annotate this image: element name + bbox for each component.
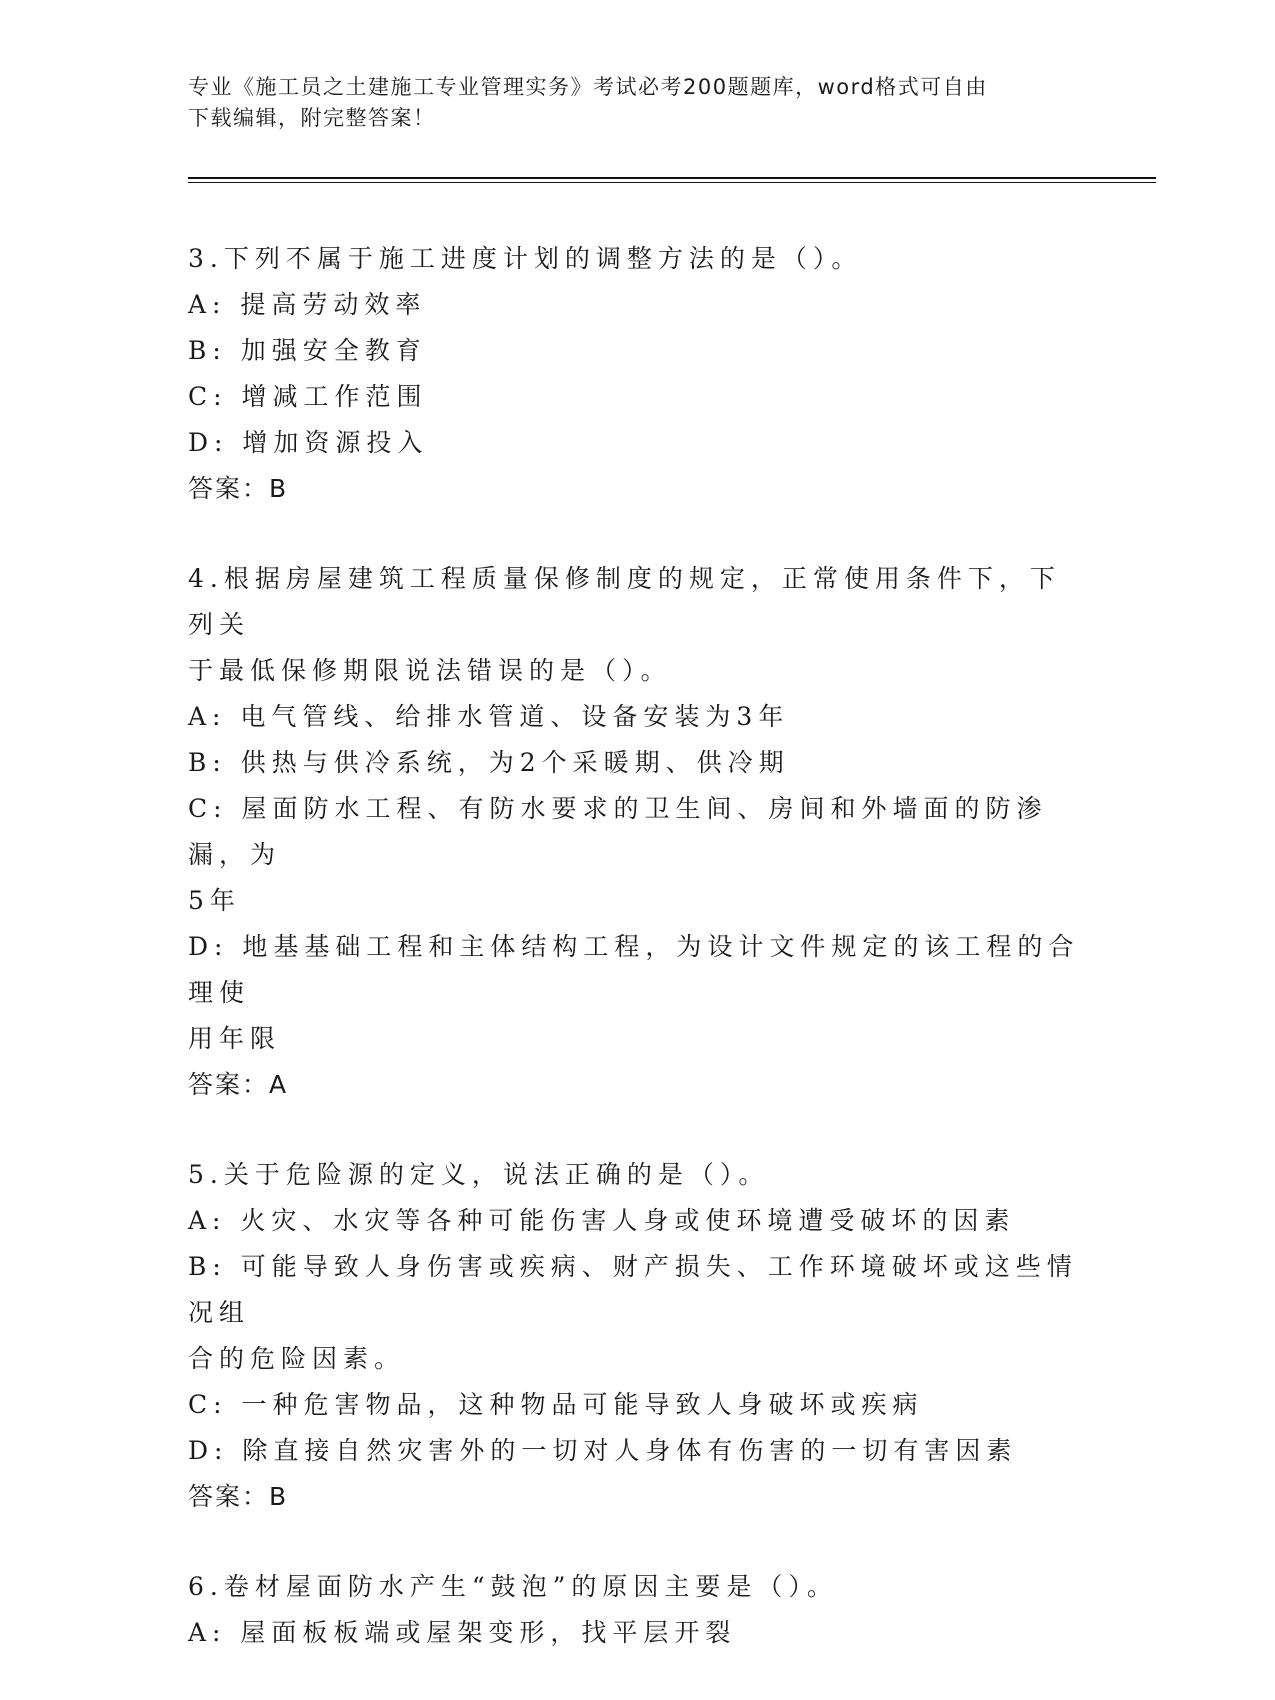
option-line: C: 一种危害物品，这种物品可能导致人身破坏或疾病	[188, 1390, 924, 1419]
question-block	[188, 236, 1088, 512]
option-line: C: 增减工作范围	[188, 382, 428, 411]
question-stem: 5.关于危险源的定义，说法正确的是（）。	[188, 1160, 770, 1189]
option-line: 合的危险因素。	[188, 1344, 406, 1373]
option-line: 用年限	[188, 1024, 282, 1053]
option-line: D: 除直接自然灾害外的一切对人身体有伤害的一切有害因素	[188, 1436, 1018, 1465]
question-stem: 6.卷材屋面防水产生“鼓泡”的原因主要是（）。	[188, 1572, 838, 1601]
question-stem: 4.根据房屋建筑工程质量保修制度的规定，正常使用条件下，下列关	[188, 564, 1061, 639]
option-line: A: 屋面板板端或屋架变形，找平层开裂	[188, 1618, 737, 1647]
option-line: B: 可能导致人身伤害或疾病、财产损失、工作环境破坏或这些情况组	[188, 1252, 1078, 1327]
answer-line: 答案：A	[188, 1070, 289, 1099]
option-line: 5年	[188, 886, 241, 915]
header-divider-thick	[188, 177, 1156, 179]
answer-line: 答案：B	[188, 1482, 289, 1511]
question-block	[188, 1152, 1088, 1520]
question-stem: 3.下列不属于施工进度计划的调整方法的是（）。	[188, 244, 863, 273]
option-line: D: 增加资源投入	[188, 428, 429, 457]
option-line: D: 地基基础工程和主体结构工程，为设计文件规定的该工程的合理使	[188, 932, 1080, 1007]
option-line: C: 屋面防水工程、有防水要求的卫生间、房间和外墙面的防渗漏，为	[188, 794, 1048, 869]
header-line-2: 下载编辑，附完整答案！	[188, 106, 436, 130]
question-list	[188, 236, 1088, 1700]
header-line-1: 专业《施工员之土建施工专业管理实务》考试必考200题题库，word格式可自由	[188, 75, 988, 99]
question-block	[188, 556, 1088, 1108]
option-line: A: 火灾、水灾等各种可能伤害人身或使环境遭受破坏的因素	[188, 1206, 1016, 1235]
question-stem: 于最低保修期限说法错误的是（）。	[188, 656, 672, 685]
option-line: A: 提高劳动效率	[188, 290, 427, 319]
document-header	[188, 72, 1088, 134]
answer-line: 答案：B	[188, 474, 289, 503]
option-line: B: 供热与供冷系统，为2个采暖期、供冷期	[188, 748, 790, 777]
header-divider-thin	[188, 182, 1156, 183]
option-line: B: 加强安全教育	[188, 336, 427, 365]
question-block	[188, 1564, 1088, 1656]
option-line: A: 电气管线、给排水管道、设备安装为3年	[188, 702, 790, 731]
